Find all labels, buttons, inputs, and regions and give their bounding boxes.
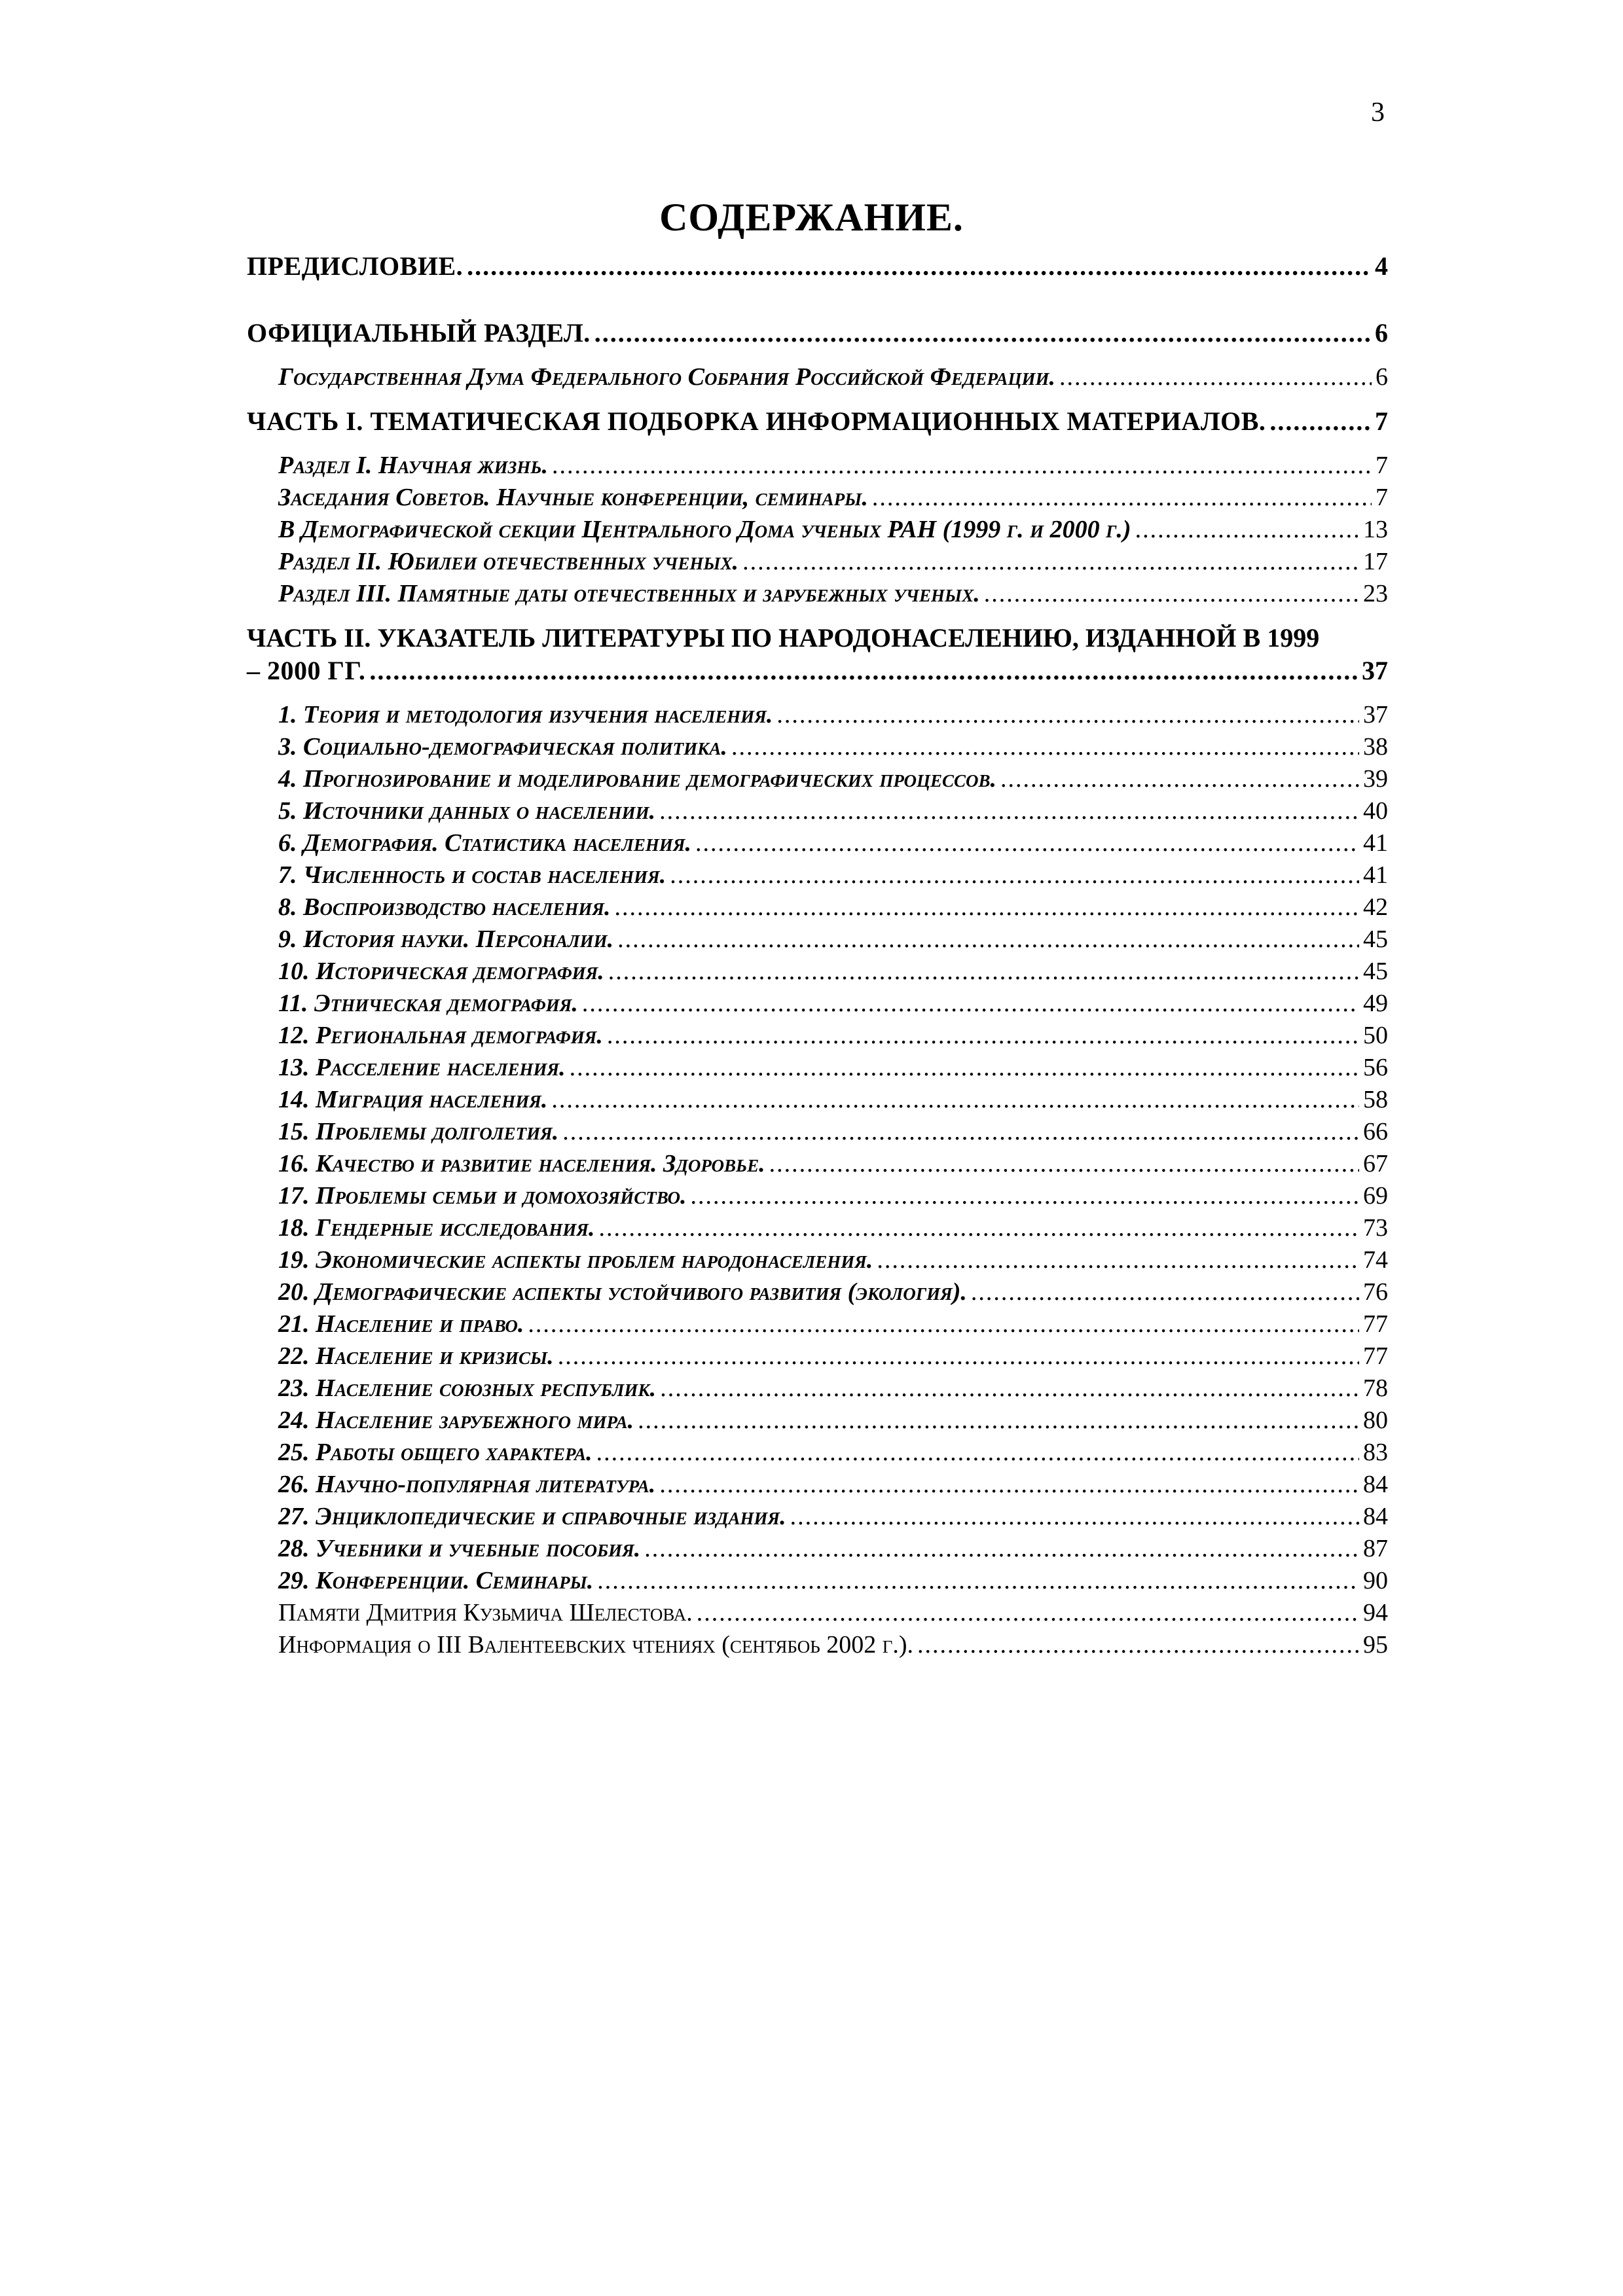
toc-entry-page: 38 xyxy=(1363,733,1388,761)
dot-leader xyxy=(917,1629,1359,1661)
dot-leader xyxy=(877,1244,1359,1276)
dot-leader xyxy=(984,578,1359,610)
toc-entry-text: В Демографической секции Центрального Дома ученых РАН (1999 г. и 2000 г.) xyxy=(278,516,1131,543)
toc-entry-official[interactable] xyxy=(247,317,1388,350)
toc-entry-text: 26. Научно-популярная литература. xyxy=(278,1471,656,1498)
toc-entry-page: 37 xyxy=(1363,701,1388,728)
dot-leader xyxy=(467,250,1371,283)
toc-entry-text: 3. Социально-демографическая политика. xyxy=(278,733,727,761)
toc-entry-text: 19. Экономические аспекты проблем народонаселения. xyxy=(278,1246,873,1274)
toc-entry[interactable] xyxy=(278,1405,1388,1437)
toc-entry-page: 77 xyxy=(1363,1342,1388,1370)
toc-entry-text: 20. Демографические аспекты устойчивого развития (экология). xyxy=(278,1278,967,1306)
dot-leader xyxy=(659,1469,1359,1501)
toc-entry[interactable] xyxy=(278,1597,1388,1629)
toc-entry-text: – 2000 ГГ. xyxy=(247,656,366,685)
toc-entry-page: 84 xyxy=(1363,1471,1388,1498)
toc-entry-text: Раздел III. Памятные даты отечественных и зарубежных ученых. xyxy=(278,580,980,607)
toc-entry[interactable] xyxy=(278,924,1388,956)
dot-leader xyxy=(558,1340,1359,1372)
toc-entry[interactable] xyxy=(278,1212,1388,1244)
toc-entry-page: 95 xyxy=(1363,1631,1388,1659)
dot-leader xyxy=(659,795,1359,827)
dot-leader xyxy=(596,1437,1359,1469)
toc-entry-text: 13. Расселение населения. xyxy=(278,1054,566,1081)
page-number: 3 xyxy=(1371,98,1385,128)
table-of-contents xyxy=(247,250,1388,1661)
toc-entry-text: 6. Демография. Статистика населения. xyxy=(278,829,692,857)
toc-entry-page: 6 xyxy=(1376,363,1388,391)
dot-leader xyxy=(617,924,1359,956)
toc-entry-text: 18. Гендерные исследования. xyxy=(278,1214,595,1242)
dot-leader xyxy=(776,699,1359,731)
dot-leader xyxy=(551,1084,1359,1116)
toc-entry-page: 17 xyxy=(1363,548,1388,575)
dot-leader xyxy=(660,1372,1359,1405)
toc-entry[interactable] xyxy=(278,1180,1388,1212)
toc-entry[interactable] xyxy=(278,1469,1388,1501)
dot-leader xyxy=(608,956,1359,988)
toc-entry[interactable] xyxy=(278,1437,1388,1469)
toc-entry-text: ЧАСТЬ I. ТЕМАТИЧЕСКАЯ ПОДБОРКА ИНФОРМАЦИОННЫХ МАТЕРИАЛОВ. xyxy=(247,406,1266,436)
toc-entry-text: ЧАСТЬ II. УКАЗАТЕЛЬ ЛИТЕРАТУРЫ ПО НАРОДОНАСЕЛЕНИЮ, ИЗДАННОЙ В 1999 xyxy=(247,623,1320,653)
toc-entry-text: 5. Источники данных о населении. xyxy=(278,797,656,825)
toc-entry-text: 14. Миграция населения. xyxy=(278,1086,548,1113)
toc-entry-page: 69 xyxy=(1363,1182,1388,1210)
dot-leader xyxy=(582,988,1359,1020)
toc-entry[interactable] xyxy=(278,1565,1388,1597)
toc-entry-text: 17. Проблемы семьи и домохозяйство. xyxy=(278,1182,687,1210)
dot-leader xyxy=(1269,405,1371,438)
toc-entry-text: 21. Население и право. xyxy=(278,1310,524,1338)
toc-entry[interactable] xyxy=(278,1629,1388,1661)
toc-entry[interactable] xyxy=(278,1052,1388,1084)
toc-entry-text: Раздел II. Юбилеи отечественных ученых. xyxy=(278,548,739,575)
dot-leader xyxy=(552,450,1372,482)
toc-entry-text: Раздел I. Научная жизнь. xyxy=(278,452,548,479)
toc-entry[interactable] xyxy=(278,795,1388,827)
toc-entry-text: 16. Качество и развитие населения. Здоровье. xyxy=(278,1150,765,1177)
toc-entry-page: 42 xyxy=(1363,893,1388,921)
toc-entry[interactable] xyxy=(278,763,1388,795)
toc-entry-page: 37 xyxy=(1362,656,1388,685)
toc-entry-page: 67 xyxy=(1363,1150,1388,1177)
toc-entry-page: 45 xyxy=(1363,958,1388,985)
toc-entry-part2[interactable] xyxy=(247,622,1388,687)
toc-entry-page: 58 xyxy=(1363,1086,1388,1113)
toc-entry-text: 10. Историческая демография. xyxy=(278,958,604,985)
toc-entry-text: 28. Учебники и учебные пособия. xyxy=(278,1535,641,1562)
dot-leader xyxy=(691,1180,1359,1212)
toc-entry-page: 13 xyxy=(1363,516,1388,543)
toc-entry-text: 8. Воспроизводство населения. xyxy=(278,893,611,921)
toc-entry[interactable] xyxy=(278,546,1388,578)
toc-entry-page: 56 xyxy=(1363,1054,1388,1081)
dot-leader xyxy=(644,1533,1359,1565)
dot-leader xyxy=(599,1212,1359,1244)
dot-leader xyxy=(697,1597,1359,1629)
toc-entry-page: 45 xyxy=(1363,925,1388,953)
toc-entry-text: 25. Работы общего характера. xyxy=(278,1439,593,1466)
toc-entry[interactable] xyxy=(278,699,1388,731)
toc-entry-text: 23. Население союзных республик. xyxy=(278,1374,657,1402)
toc-entry-page: 7 xyxy=(1375,406,1388,436)
toc-title: СОДЕРЖАНИЕ. xyxy=(659,196,964,239)
toc-entry-text: 27. Энциклопедические и справочные издания. xyxy=(278,1503,786,1530)
toc-entry-page: 73 xyxy=(1363,1214,1388,1242)
toc-entry-text: Информация о III Валентеевских чтениях (сентябоь 2002 г.). xyxy=(278,1631,913,1659)
dot-leader xyxy=(971,1276,1359,1308)
dot-leader xyxy=(695,827,1359,859)
dot-leader xyxy=(607,1020,1359,1052)
toc-entry-text: ОФИЦИАЛЬНЫЙ РАЗДЕЛ. xyxy=(247,318,591,348)
toc-entry[interactable] xyxy=(278,1308,1388,1340)
toc-entry[interactable] xyxy=(278,988,1388,1020)
toc-entry-page: 49 xyxy=(1363,990,1388,1017)
toc-entry[interactable] xyxy=(278,450,1388,482)
toc-entry[interactable] xyxy=(278,1084,1388,1116)
toc-entry-page: 4 xyxy=(1375,251,1388,281)
toc-entry-text: 11. Этническая демография. xyxy=(278,990,578,1017)
toc-entry-page: 50 xyxy=(1363,1022,1388,1049)
toc-entry-page: 7 xyxy=(1376,452,1388,479)
toc-entry[interactable] xyxy=(278,482,1388,514)
toc-entry-page: 41 xyxy=(1363,829,1388,857)
dot-leader xyxy=(769,1148,1359,1180)
toc-entry-page: 7 xyxy=(1376,484,1388,511)
dot-leader xyxy=(562,1116,1359,1148)
toc-entry[interactable] xyxy=(278,1501,1388,1533)
toc-entry-text: ПРЕДИСЛОВИЕ. xyxy=(247,251,464,281)
toc-entry-text: 7. Численность и состав населения. xyxy=(278,861,666,889)
toc-entry-part2-line2 xyxy=(247,655,1388,687)
toc-entry-page: 40 xyxy=(1363,797,1388,825)
toc-entry-text: Государственная Дума Федерального Собрания Российской Федерации. xyxy=(278,363,1056,391)
toc-entry[interactable] xyxy=(278,1372,1388,1405)
dot-leader xyxy=(1000,763,1359,795)
toc-entry[interactable] xyxy=(278,1244,1388,1276)
part2-entries xyxy=(247,699,1388,1597)
toc-entry-page: 84 xyxy=(1363,1503,1388,1530)
dot-leader xyxy=(872,482,1372,514)
dot-leader xyxy=(570,1052,1359,1084)
dot-leader xyxy=(597,1565,1359,1597)
dot-leader xyxy=(742,546,1359,578)
toc-entry[interactable] xyxy=(278,1116,1388,1148)
toc-entry[interactable] xyxy=(278,1340,1388,1372)
toc-entry[interactable] xyxy=(278,1276,1388,1308)
toc-entry-page: 80 xyxy=(1363,1407,1388,1434)
toc-entry-text: 12. Региональная демография. xyxy=(278,1022,603,1049)
dot-leader xyxy=(594,317,1371,350)
dot-leader xyxy=(1135,514,1359,546)
toc-entry[interactable] xyxy=(278,956,1388,988)
toc-entry[interactable] xyxy=(278,514,1388,546)
toc-entry-page: 83 xyxy=(1363,1439,1388,1466)
toc-entry[interactable] xyxy=(278,859,1388,891)
part1-entries xyxy=(247,450,1388,610)
toc-entry[interactable] xyxy=(278,891,1388,924)
dot-leader xyxy=(614,891,1359,924)
toc-entry-page: 66 xyxy=(1363,1118,1388,1145)
toc-entry-text: Памяти Дмитрия Кузьмича Шелестова. xyxy=(278,1599,693,1626)
toc-entry-part1[interactable] xyxy=(247,405,1388,438)
toc-entry-page: 39 xyxy=(1363,765,1388,793)
toc-entry-page: 23 xyxy=(1363,580,1388,607)
toc-entry-text: Заседания Советов. Научные конференции, семинары. xyxy=(278,484,868,511)
toc-entry-page: 77 xyxy=(1363,1310,1388,1338)
toc-entry[interactable] xyxy=(278,731,1388,763)
toc-entry-page: 6 xyxy=(1375,318,1388,348)
toc-entry-text: 1. Теория и методология изучения населения. xyxy=(278,701,773,728)
toc-entry-page: 94 xyxy=(1363,1599,1388,1626)
toc-entry[interactable] xyxy=(278,1020,1388,1052)
toc-entry-text: 9. История науки. Персоналии. xyxy=(278,925,614,953)
toc-entry-preface[interactable] xyxy=(247,250,1388,283)
dot-leader xyxy=(670,859,1359,891)
dot-leader xyxy=(731,731,1359,763)
toc-entry[interactable] xyxy=(278,1533,1388,1565)
toc-entry[interactable] xyxy=(278,1148,1388,1180)
dot-leader xyxy=(638,1405,1359,1437)
toc-entry-page: 41 xyxy=(1363,861,1388,889)
dot-leader xyxy=(528,1308,1359,1340)
toc-entry-text: 15. Проблемы долголетия. xyxy=(278,1118,559,1145)
extra-entries xyxy=(247,1597,1388,1661)
toc-entry[interactable] xyxy=(278,827,1388,859)
dot-leader xyxy=(1059,361,1372,393)
dot-leader xyxy=(369,655,1358,687)
toc-entry-page: 90 xyxy=(1363,1567,1388,1594)
toc-entry-page: 87 xyxy=(1363,1535,1388,1562)
toc-entry[interactable] xyxy=(278,578,1388,610)
toc-entry-page: 78 xyxy=(1363,1374,1388,1402)
toc-entry-duma[interactable] xyxy=(278,361,1388,393)
dot-leader xyxy=(790,1501,1359,1533)
toc-entry-text: 4. Прогнозирование и моделирование демографических процессов. xyxy=(278,765,997,793)
toc-entry-text: 24. Население зарубежного мира. xyxy=(278,1407,634,1434)
toc-entry-page: 76 xyxy=(1363,1278,1388,1306)
toc-entry-page: 74 xyxy=(1363,1246,1388,1274)
toc-entry-text: 22. Население и кризисы. xyxy=(278,1342,554,1370)
toc-entry-text: 29. Конференции. Семинары. xyxy=(278,1567,594,1594)
